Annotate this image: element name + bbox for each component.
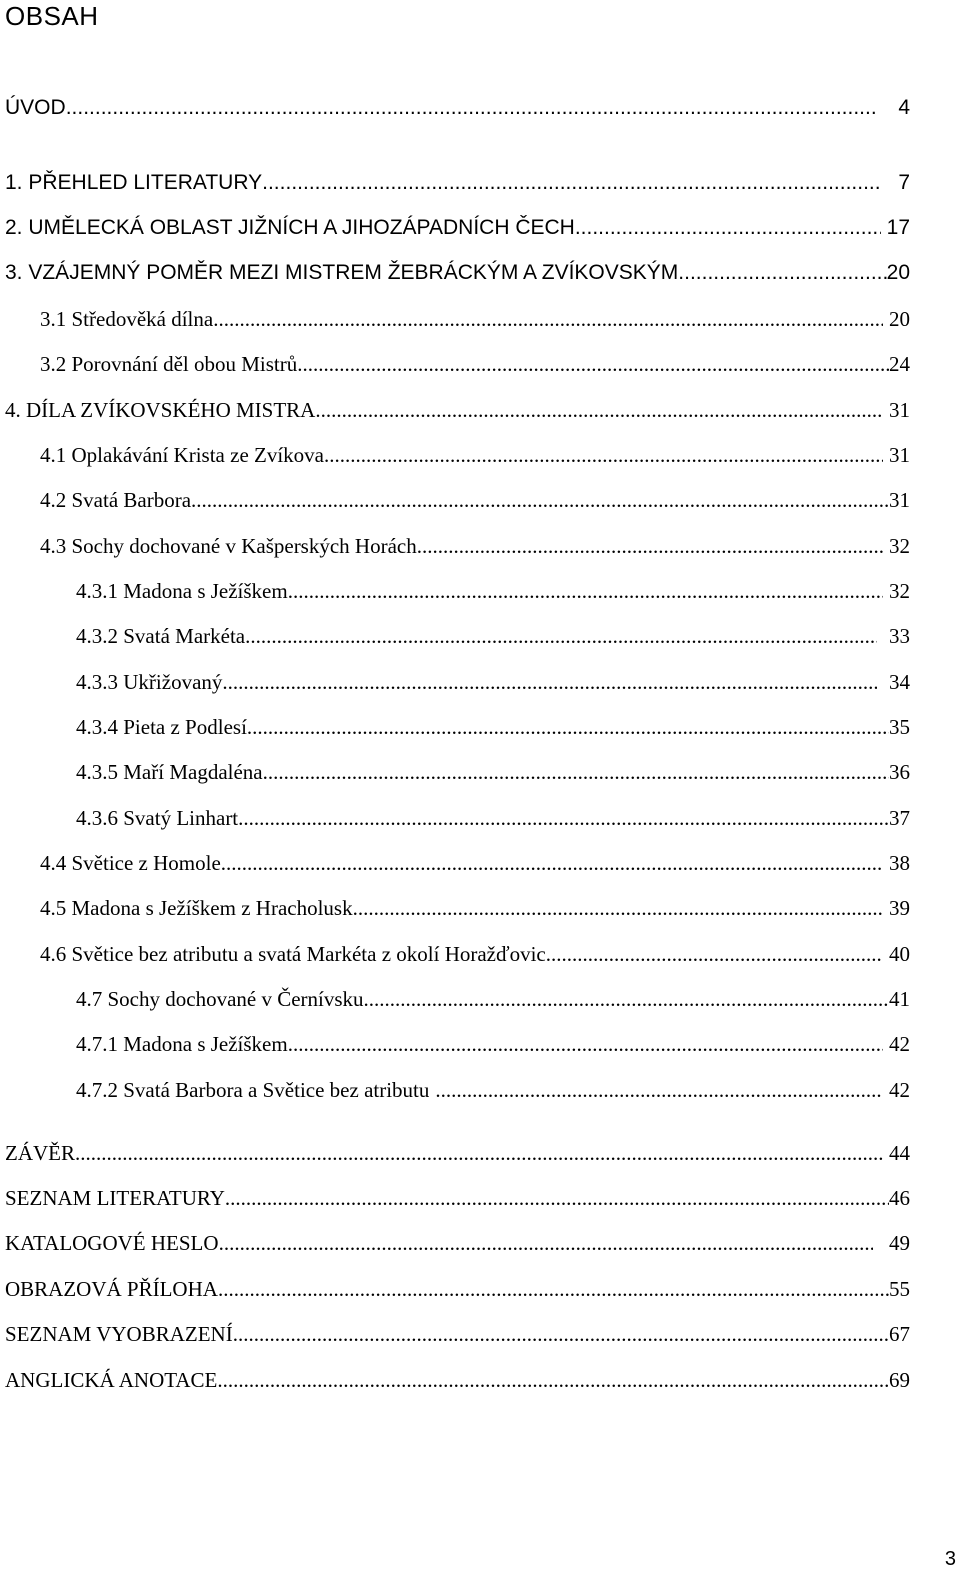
- toc-leader: [221, 848, 883, 878]
- toc-entry-label: 4.3.4 Pieta z Podlesí: [76, 715, 247, 739]
- toc-entry-label: ÚVOD: [5, 96, 66, 119]
- toc-entry-label: 4.3.1 Madona s Ježíškem: [76, 579, 288, 603]
- toc-entry-page: 40: [889, 942, 910, 966]
- toc-entry-label: 3.1 Středověká dílna: [40, 307, 214, 331]
- toc-leader: [353, 893, 883, 923]
- toc-entry: [40, 939, 910, 969]
- toc-entry-page: 55: [889, 1277, 910, 1301]
- toc-entry-label: 4.3 Sochy dochované v Kašperských Horách: [40, 534, 417, 558]
- toc-entry-page: 42: [889, 1032, 910, 1056]
- toc-entry-page: 49: [889, 1231, 910, 1255]
- toc-entry-label: 4.3.5 Maří Magdaléna: [76, 760, 263, 784]
- toc-leader: [213, 304, 883, 334]
- toc-leader: [435, 1075, 883, 1105]
- toc-entry-label: 4.3.2 Svatá Markéta: [76, 624, 246, 648]
- toc-entry-label: KATALOGOVÉ HESLO: [5, 1231, 219, 1255]
- toc-entry: [5, 1319, 910, 1349]
- toc-entry: [76, 984, 910, 1014]
- toc-entry-label: SEZNAM VYOBRAZENÍ: [5, 1322, 233, 1346]
- toc-leader: [66, 93, 877, 123]
- toc-entry-label: 3. VZÁJEMNÝ POMĚR MEZI MISTREM ŽEBRÁCKÝM A ZVÍKOVSKÝM: [5, 261, 679, 284]
- toc-entry-label: 4.6 Světice bez atributu a svatá Markéta z okolí Horažďovic: [40, 942, 546, 966]
- toc-entry-label: 4.3.3 Ukřižovaný: [76, 670, 223, 694]
- toc-entry: [76, 757, 910, 787]
- toc-entry-page: 46: [889, 1186, 910, 1210]
- toc-entry-page: 69: [889, 1368, 910, 1392]
- toc-entry-page: 36: [889, 760, 910, 784]
- toc-entry-page: 4: [898, 96, 910, 119]
- toc-leader: [233, 1319, 889, 1349]
- toc-entry-label: 4.2 Svatá Barbora: [40, 488, 192, 512]
- toc-entry: [5, 1183, 910, 1213]
- toc-entry-page: 38: [889, 851, 910, 875]
- toc-entry: [5, 1228, 910, 1258]
- toc-leader: [263, 757, 889, 787]
- toc-entry-page: 31: [889, 443, 910, 467]
- toc-leader: [288, 576, 883, 606]
- toc-leader: [75, 1138, 883, 1168]
- toc-entry-label: 4.4 Světice z Homole: [40, 851, 221, 875]
- toc-leader: [217, 1365, 889, 1395]
- toc-leader: [546, 939, 883, 969]
- toc-leader: [191, 485, 889, 515]
- toc-entry-label: 1. PŘEHLED LITERATURY: [5, 171, 263, 194]
- toc-leader: [219, 1228, 873, 1258]
- toc-leader: [247, 712, 889, 742]
- toc-entry: [5, 93, 910, 123]
- toc-leader: [315, 395, 883, 425]
- toc-entry-label: 4.7.2 Svatá Barbora a Světice bez atributu: [76, 1078, 430, 1102]
- toc-entry: [5, 168, 910, 198]
- toc-entry-label: 4.1 Oplakávání Krista ze Zvíkova: [40, 443, 324, 467]
- toc-entry: [5, 395, 910, 425]
- toc-entry-page: 7: [898, 171, 910, 194]
- toc-entry-page: 35: [889, 715, 910, 739]
- toc-entry-page: 37: [889, 806, 910, 830]
- toc-leader: [245, 621, 877, 651]
- toc-entry-page: 41: [889, 987, 910, 1011]
- toc-leader: [678, 258, 886, 288]
- toc-entry: [5, 1365, 910, 1395]
- page-number: 3: [944, 1548, 956, 1570]
- toc-entry-label: ANGLICKÁ ANOTACE: [5, 1368, 218, 1392]
- toc-entry: [40, 485, 910, 515]
- toc-leader: [262, 168, 880, 198]
- toc-entry-page: 67: [889, 1322, 910, 1346]
- toc-leader: [324, 440, 883, 470]
- toc-entry: [76, 1029, 910, 1059]
- toc-entry-page: 31: [889, 398, 910, 422]
- toc-entry-label: 2. UMĚLECKÁ OBLAST JIŽNÍCH A JIHOZÁPADNÍCH ČECH: [5, 216, 575, 239]
- toc-entry: [40, 531, 910, 561]
- page-title: OBSAH: [5, 1, 99, 31]
- toc-entry: [40, 349, 910, 379]
- toc-entry: [40, 440, 910, 470]
- toc-entry-page: 44: [889, 1141, 910, 1165]
- toc-entry: [76, 667, 910, 697]
- toc-leader: [364, 984, 889, 1014]
- toc-entry: [76, 712, 910, 742]
- toc-leader: [297, 349, 889, 379]
- toc-leader: [288, 1029, 883, 1059]
- toc-entry-label: OBRAZOVÁ PŘÍLOHA: [5, 1277, 218, 1301]
- toc-entry-page: 31: [889, 488, 910, 512]
- toc-entry-label: SEZNAM LITERATURY: [5, 1186, 225, 1210]
- toc-entry-page: 32: [889, 579, 910, 603]
- toc-entry-page: 34: [889, 670, 910, 694]
- toc-entry-label: 4.7.1 Madona s Ježíškem: [76, 1032, 288, 1056]
- toc-entry-label: 4.5 Madona s Ježíškem z Hracholusk: [40, 896, 353, 920]
- toc-entry-page: 39: [889, 896, 910, 920]
- toc-entry-page: 24: [889, 352, 910, 376]
- toc-leader: [238, 803, 889, 833]
- toc-entry-label: 3.2 Porovnání děl obou Mistrů: [40, 352, 298, 376]
- toc-entry-page: 20: [886, 261, 910, 284]
- toc-entry-page: 42: [889, 1078, 910, 1102]
- toc-entry: [76, 1075, 910, 1105]
- toc-entry-page: 20: [889, 307, 910, 331]
- toc-leader: [575, 213, 881, 243]
- toc-entry-label: 4.7 Sochy dochované v Černívsku: [76, 987, 364, 1011]
- toc-entry: [76, 803, 910, 833]
- toc-leader: [218, 1274, 889, 1304]
- toc-entry: [40, 304, 910, 334]
- toc-entry: [5, 213, 910, 243]
- toc-entry-page: 17: [886, 216, 910, 239]
- toc-entry-page: 32: [889, 534, 910, 558]
- toc-entry: [76, 621, 910, 651]
- toc-entry: [5, 1274, 910, 1304]
- toc-leader: [225, 1183, 889, 1213]
- toc-entry: [40, 893, 910, 923]
- toc-leader: [222, 667, 877, 697]
- toc-entry-label: 4. DÍLA ZVÍKOVSKÉHO MISTRA: [5, 398, 316, 422]
- toc-entry-page: 33: [889, 624, 910, 648]
- toc-entry: [5, 1138, 910, 1168]
- toc-entry: [40, 848, 910, 878]
- toc-entry-label: 4.3.6 Svatý Linhart: [76, 806, 239, 830]
- toc-leader: [417, 531, 883, 561]
- toc-entry: [5, 258, 910, 288]
- toc-entry-label: ZÁVĚR: [5, 1141, 75, 1165]
- toc-entry: [76, 576, 910, 606]
